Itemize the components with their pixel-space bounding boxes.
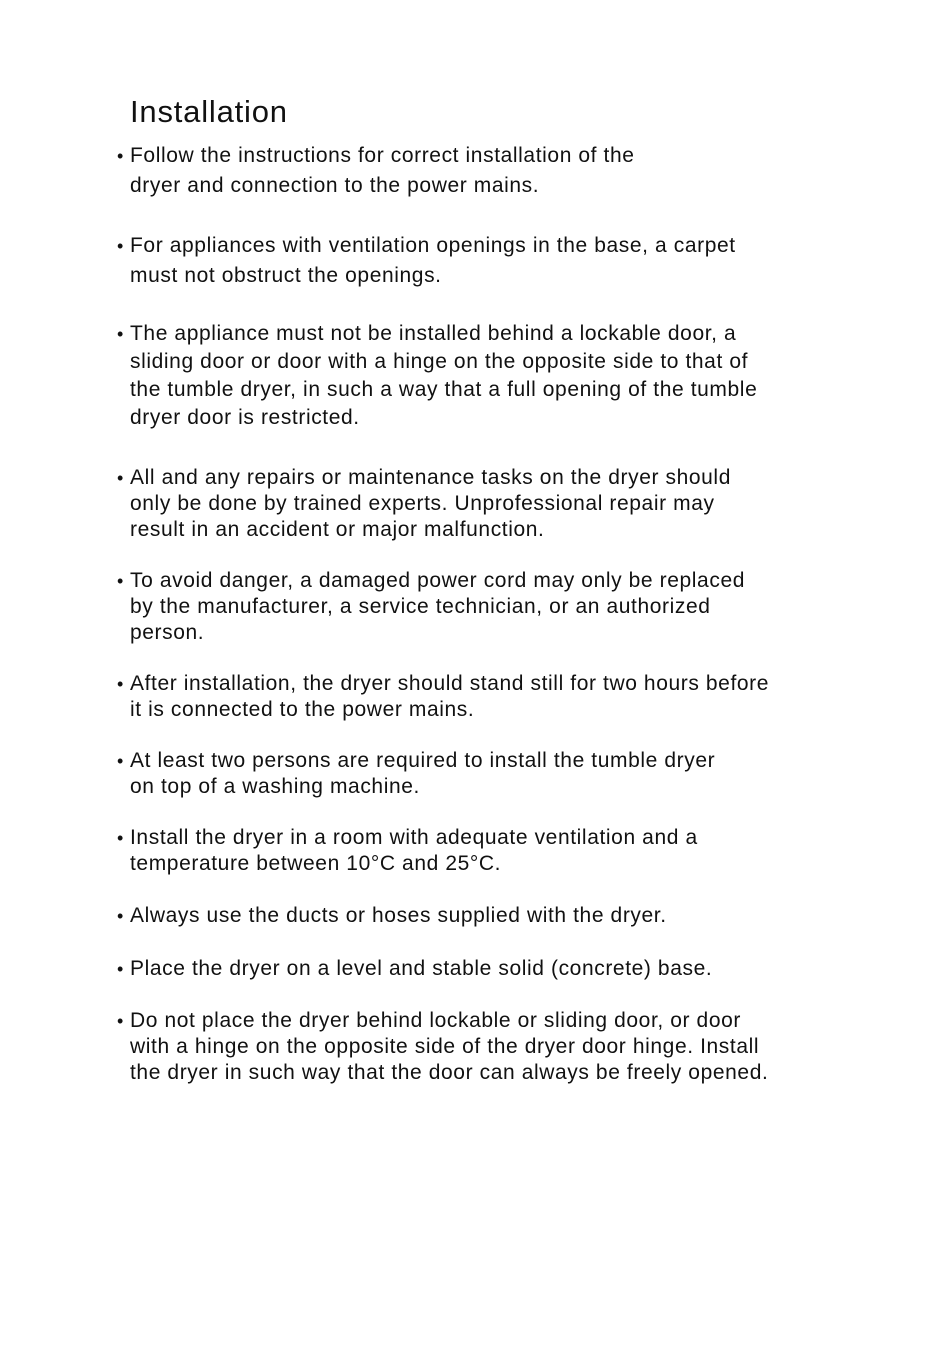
item-text: result in an accident or major malfunction. [130, 518, 545, 541]
list-item [117, 748, 715, 800]
item-text: it is connected to the power mains. [130, 698, 475, 721]
item-text: sliding door or door with a hinge on the opposite side to that of [130, 350, 749, 373]
item-text: Always use the ducts or hoses supplied with the dryer. [130, 904, 667, 927]
item-text: dryer and connection to the power mains. [130, 174, 540, 197]
item-text: After installation, the dryer should stand still for two hours before [130, 672, 770, 695]
item-text: All and any repairs or maintenance tasks on the dryer should [130, 466, 731, 489]
bullet: • [117, 236, 124, 256]
item-text: only be done by trained experts. Unprofessional repair may [130, 492, 715, 515]
bullet: • [117, 468, 124, 488]
item-text: dryer door is restricted. [130, 406, 360, 429]
item-text: Place the dryer on a level and stable solid (concrete) base. [130, 957, 713, 980]
item-text: on top of a washing machine. [130, 775, 420, 798]
item-text: temperature between 10°C and 25°C. [130, 852, 502, 875]
list-item [117, 141, 635, 200]
bullet: • [117, 828, 124, 848]
item-text: with a hinge on the opposite side of the dryer door hinge. Install [130, 1035, 760, 1058]
list-item [117, 231, 736, 290]
list-item [117, 1008, 768, 1086]
bullet: • [117, 146, 124, 166]
list-item [117, 825, 698, 877]
item-text: The appliance must not be installed behind a lockable door, a [130, 322, 737, 345]
list-item [117, 671, 769, 723]
item-text: Follow the instructions for correct installation of the [130, 144, 635, 167]
list-item [117, 465, 731, 543]
list-item [117, 568, 745, 646]
item-text: To avoid danger, a damaged power cord may only be replaced [130, 569, 745, 592]
bullet: • [117, 1011, 124, 1031]
item-text: person. [130, 621, 205, 644]
list-item [117, 956, 712, 982]
item-text: the dryer in such way that the door can always be freely opened. [130, 1061, 769, 1084]
bullet: • [117, 571, 124, 591]
list-item [117, 320, 757, 432]
page-title: Installation [130, 94, 288, 129]
bullet: • [117, 751, 124, 771]
bullet: • [117, 324, 124, 344]
item-text: by the manufacturer, a service technician, or an authorized [130, 595, 711, 618]
item-text: For appliances with ventilation openings in the base, a carpet [130, 234, 736, 257]
list-item [117, 903, 667, 929]
item-text: Install the dryer in a room with adequate ventilation and a [130, 826, 698, 849]
item-text: Do not place the dryer behind lockable or sliding door, or door [130, 1009, 741, 1032]
item-text: At least two persons are required to install the tumble dryer [130, 749, 716, 772]
item-text: must not obstruct the openings. [130, 264, 442, 287]
bullet: • [117, 674, 124, 694]
bullet: • [117, 906, 124, 926]
item-text: the tumble dryer, in such a way that a full opening of the tumble [130, 378, 758, 401]
bullet: • [117, 959, 124, 979]
